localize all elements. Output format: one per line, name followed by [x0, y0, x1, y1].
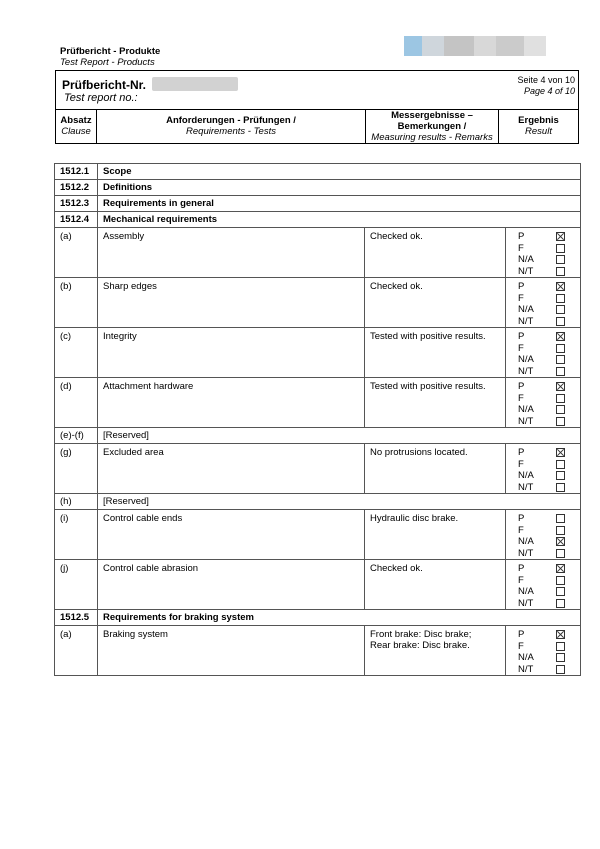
checkbox-icon[interactable] [556, 317, 565, 326]
result-options [506, 231, 580, 277]
remark-cell: Tested with positive results. [365, 378, 506, 428]
result-option-label: N/T [518, 365, 534, 377]
section-clause: 1512.4 [55, 212, 98, 228]
result-options [506, 281, 580, 327]
result-option-label: F [518, 574, 524, 586]
result-option-label: N/A [518, 470, 534, 482]
checked-checkbox-icon[interactable] [556, 448, 565, 457]
result-option-label: N/T [518, 481, 534, 493]
result-option-label: F [518, 242, 524, 254]
checkbox-icon[interactable] [556, 576, 565, 585]
section-title: Scope [98, 164, 581, 180]
result-option [506, 254, 580, 266]
result-option [506, 598, 580, 610]
result-option [506, 447, 580, 459]
result-option [506, 304, 580, 316]
clause-cell: (a) [55, 228, 98, 278]
requirement-cell: Assembly [98, 228, 365, 278]
clause-cell: (i) [55, 510, 98, 560]
result-option-label: N/T [518, 663, 534, 675]
result-option [506, 586, 580, 598]
section-title: Requirements for braking system [98, 610, 581, 626]
checked-checkbox-icon[interactable] [556, 232, 565, 241]
result-option [506, 243, 580, 255]
requirement-cell: Control cable abrasion [98, 560, 365, 610]
table-row [55, 228, 581, 278]
result-option [506, 548, 580, 560]
result-options [506, 331, 580, 377]
result-option-label: N/A [518, 254, 534, 266]
report-number-label-en: Test report no.: [64, 92, 138, 104]
requirement-cell: Integrity [98, 328, 365, 378]
result-option-label: F [518, 524, 524, 536]
checkbox-icon[interactable] [556, 460, 565, 469]
checkbox-icon[interactable] [556, 665, 565, 674]
result-option-label: N/A [518, 652, 534, 664]
checkbox-icon[interactable] [556, 344, 565, 353]
checkbox-icon[interactable] [556, 355, 565, 364]
result-cell [506, 328, 581, 378]
section-row [55, 610, 581, 626]
result-option-label: N/A [518, 404, 534, 416]
checkbox-icon[interactable] [556, 367, 565, 376]
table-row [55, 560, 581, 610]
clause-cell: (a) [55, 626, 98, 676]
remark-cell: Tested with positive results. [365, 328, 506, 378]
table-row [55, 278, 581, 328]
result-option-label: F [518, 458, 524, 470]
checked-checkbox-icon[interactable] [556, 382, 565, 391]
result-option [506, 629, 580, 641]
result-options [506, 563, 580, 609]
document-type-de: Prüfbericht - Produkte [60, 46, 161, 57]
result-option-label: N/T [518, 315, 534, 327]
result-option [506, 366, 580, 378]
result-option [506, 525, 580, 537]
result-options [506, 513, 580, 559]
checkbox-icon[interactable] [556, 526, 565, 535]
result-option [506, 293, 580, 305]
redacted-report-number [152, 77, 238, 91]
checkbox-icon[interactable] [556, 394, 565, 403]
result-option [506, 459, 580, 471]
section-title: Mechanical requirements [98, 212, 581, 228]
column-header-requirements: Anforderungen - Prüfungen / Requirements - Tests [97, 109, 366, 143]
result-option [506, 664, 580, 676]
result-cell [506, 560, 581, 610]
requirement-cell: [Reserved] [98, 494, 581, 510]
result-cell [506, 278, 581, 328]
result-option-label: P [518, 447, 525, 459]
requirements-table [54, 163, 581, 676]
section-row [55, 212, 581, 228]
result-option [506, 416, 580, 428]
page-indicator-de: Seite 4 von 10 [517, 75, 575, 85]
column-header-clause: Absatz Clause [56, 109, 97, 143]
requirement-cell: Excluded area [98, 444, 365, 494]
checkbox-icon[interactable] [556, 294, 565, 303]
clause-cell: (g) [55, 444, 98, 494]
column-header-remarks: Messergebnisse – Bemerkungen / Measuring results - Remarks [366, 109, 499, 143]
result-option-label: F [518, 342, 524, 354]
result-option-label: P [518, 281, 525, 293]
remark-cell: Front brake: Disc brake; Rear brake: Disc brake. [365, 626, 506, 676]
document-type-en: Test Report - Products [60, 57, 155, 68]
clause-cell: (e)-(f) [55, 428, 98, 444]
result-option-label: F [518, 292, 524, 304]
result-option [506, 641, 580, 653]
section-clause: 1512.2 [55, 180, 98, 196]
reserved-row [55, 494, 581, 510]
result-option [506, 404, 580, 416]
checked-checkbox-icon[interactable] [556, 282, 565, 291]
clause-cell: (d) [55, 378, 98, 428]
section-title: Definitions [98, 180, 581, 196]
checked-checkbox-icon[interactable] [556, 630, 565, 639]
result-option [506, 393, 580, 405]
checked-checkbox-icon[interactable] [556, 537, 565, 546]
checkbox-icon[interactable] [556, 305, 565, 314]
checkbox-icon[interactable] [556, 471, 565, 480]
checkbox-icon[interactable] [556, 587, 565, 596]
clause-cell: (c) [55, 328, 98, 378]
table-row [55, 378, 581, 428]
table-row [55, 444, 581, 494]
table-row [55, 510, 581, 560]
table-row [55, 626, 581, 676]
checkbox-icon[interactable] [556, 255, 565, 264]
checkbox-icon[interactable] [556, 417, 565, 426]
result-options [506, 381, 580, 427]
checkbox-icon[interactable] [556, 244, 565, 253]
remark-cell: Hydraulic disc brake. [365, 510, 506, 560]
result-option-label: F [518, 392, 524, 404]
checkbox-icon[interactable] [556, 483, 565, 492]
result-option-label: F [518, 640, 524, 652]
clause-cell: (h) [55, 494, 98, 510]
result-option [506, 343, 580, 355]
requirement-cell: Sharp edges [98, 278, 365, 328]
result-cell [506, 378, 581, 428]
requirement-cell: Attachment hardware [98, 378, 365, 428]
section-row [55, 164, 581, 180]
result-option-label: N/T [518, 415, 534, 427]
section-title: Requirements in general [98, 196, 581, 212]
result-option [506, 266, 580, 278]
result-option-label: P [518, 231, 525, 243]
remark-cell: Checked ok. [365, 278, 506, 328]
result-option-label: P [518, 629, 525, 641]
page-indicator-en: Page 4 of 10 [523, 86, 575, 96]
redacted-logo [404, 36, 554, 56]
checked-checkbox-icon[interactable] [556, 564, 565, 573]
result-option-label: N/A [518, 354, 534, 366]
reserved-row [55, 428, 581, 444]
result-option-label: N/A [518, 586, 534, 598]
checkbox-icon[interactable] [556, 653, 565, 662]
requirement-cell: Braking system [98, 626, 365, 676]
checkbox-icon[interactable] [556, 642, 565, 651]
result-option [506, 231, 580, 243]
remark-cell: No protrusions located. [365, 444, 506, 494]
checkbox-icon[interactable] [556, 405, 565, 414]
document-type [60, 46, 160, 68]
result-options [506, 447, 580, 493]
result-option-label: N/T [518, 597, 534, 609]
checked-checkbox-icon[interactable] [556, 332, 565, 341]
result-option-label: P [518, 513, 525, 525]
remark-cell: Checked ok. [365, 560, 506, 610]
remark-cell: Checked ok. [365, 228, 506, 278]
result-options [506, 629, 580, 675]
result-option-label: P [518, 331, 525, 343]
section-clause: 1512.3 [55, 196, 98, 212]
result-option [506, 513, 580, 525]
result-option [506, 331, 580, 343]
result-option-label: P [518, 563, 525, 575]
result-option [506, 470, 580, 482]
section-row [55, 196, 581, 212]
section-clause: 1512.1 [55, 164, 98, 180]
result-option-label: N/T [518, 547, 534, 559]
report-header [55, 70, 579, 144]
result-option [506, 575, 580, 587]
column-header-result: Ergebnis Result [518, 115, 559, 137]
result-option [506, 281, 580, 293]
result-cell [506, 626, 581, 676]
report-number-label-de: Prüfbericht-Nr. [62, 78, 147, 92]
result-option [506, 482, 580, 494]
result-option [506, 316, 580, 328]
checkbox-icon[interactable] [556, 549, 565, 558]
section-clause: 1512.5 [55, 610, 98, 626]
result-cell [506, 228, 581, 278]
result-option [506, 381, 580, 393]
result-option [506, 354, 580, 366]
section-row [55, 180, 581, 196]
result-cell [506, 444, 581, 494]
checkbox-icon[interactable] [556, 599, 565, 608]
result-option [506, 536, 580, 548]
result-option-label: P [518, 381, 525, 393]
result-cell [506, 510, 581, 560]
checkbox-icon[interactable] [556, 267, 565, 276]
result-option-label: N/T [518, 265, 534, 277]
result-option-label: N/A [518, 536, 534, 548]
clause-cell: (j) [55, 560, 98, 610]
requirement-cell: [Reserved] [98, 428, 581, 444]
result-option-label: N/A [518, 304, 534, 316]
result-option [506, 652, 580, 664]
checkbox-icon[interactable] [556, 514, 565, 523]
requirement-cell: Control cable ends [98, 510, 365, 560]
clause-cell: (b) [55, 278, 98, 328]
table-row [55, 328, 581, 378]
result-option [506, 563, 580, 575]
